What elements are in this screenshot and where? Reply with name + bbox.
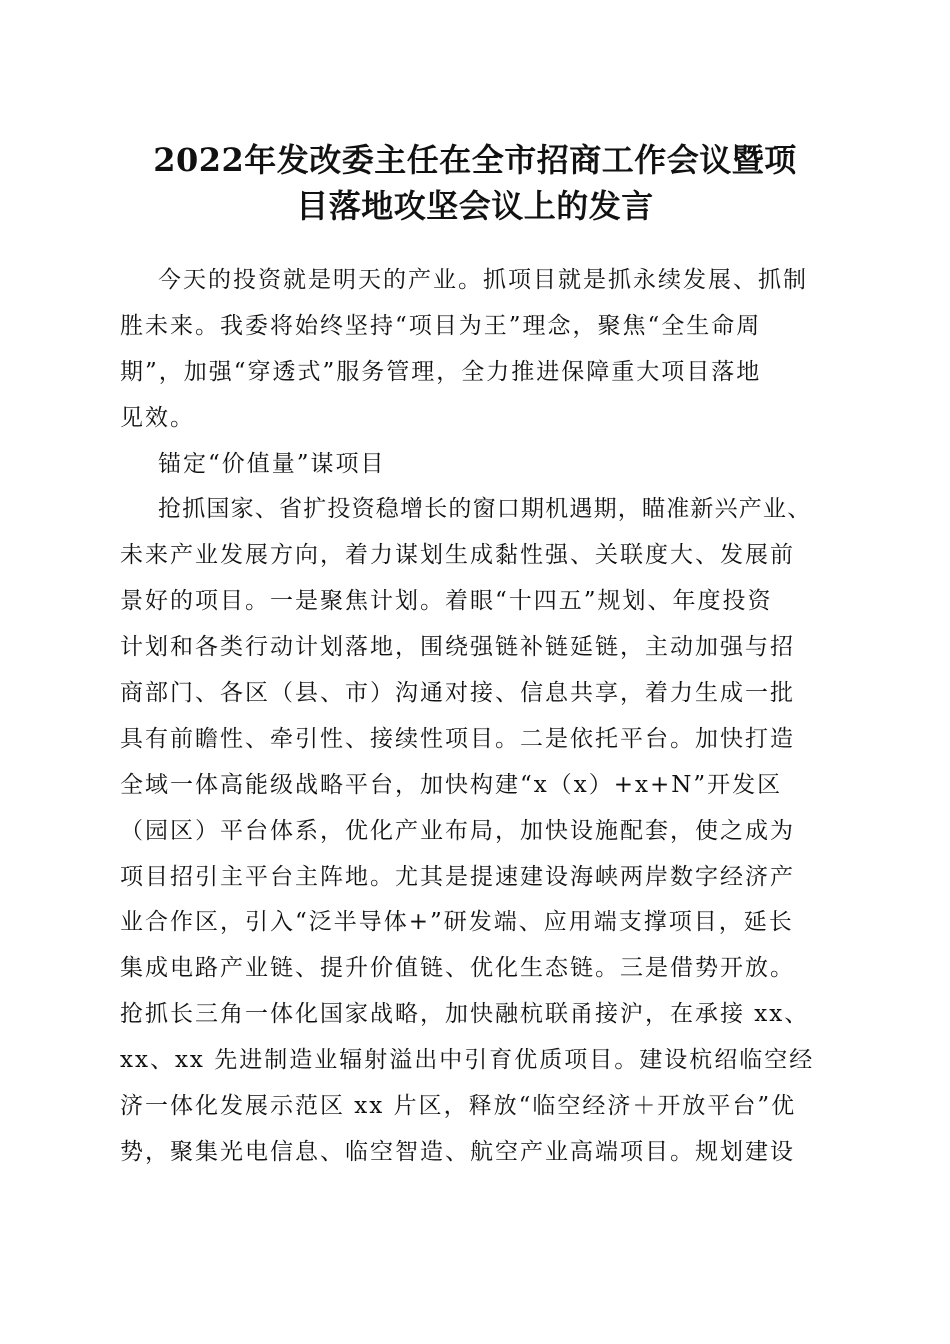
paragraph-line: 全域一体高能级战略平台，加快构建“x（x）+x+N”开发区	[120, 771, 783, 798]
paragraph-line: 商部门、各区（县、市）沟通对接、信息共享，着力生成一批	[120, 680, 795, 707]
paragraph-line: 抢抓长三角一体化国家战略，加快融杭联甬接沪，在承接 xx、	[120, 1001, 810, 1028]
paragraph-line: xx、xx 先进制造业辐射溢出中引育优质项目。建设杭绍临空经	[120, 1047, 815, 1074]
document-body	[120, 258, 832, 1176]
paragraph-line: 期”，加强“穿透式”服务管理，全力推进保障重大项目落地	[120, 358, 762, 385]
document-title-line-2: 目落地攻坚会议上的发言	[296, 187, 654, 225]
paragraph-line: 势，聚集光电信息、临空智造、航空产业高端项目。规划建设	[120, 1138, 795, 1165]
section-heading: 锚定“价值量”谋项目	[158, 450, 386, 477]
paragraph-line: 抢抓国家、省扩投资稳增长的窗口期机遇期，瞄准新兴产业、	[158, 496, 812, 523]
paragraph-line: （园区）平台体系，优化产业布局，加快设施配套，使之成为	[120, 817, 795, 844]
paragraph-line: 具有前瞻性、牵引性、接续性项目。二是依托平台。加快打造	[120, 725, 795, 752]
paragraph-line: 计划和各类行动计划落地，围绕强链补链延链，主动加强与招	[120, 634, 795, 661]
document-title-line-1: 2022年发改委主任在全市招商工作会议暨项	[153, 141, 797, 179]
paragraph-line: 见效。	[120, 404, 195, 431]
paragraph-line: 集成电路产业链、提升价值链、优化生态链。三是借势开放。	[120, 955, 795, 982]
paragraph-line: 今天的投资就是明天的产业。抓项目就是抓永续发展、抓制	[158, 267, 808, 293]
paragraph-line: 业合作区，引入“泛半导体+”研发端、应用端支撑项目，延长	[120, 909, 794, 936]
paragraph-line: 项目招引主平台主阵地。尤其是提速建设海峡两岸数字经济产	[120, 863, 795, 890]
paragraph-line: 济一体化发展示范区 xx 片区，释放“临空经济＋开放平台”优	[120, 1093, 797, 1120]
paragraph-line: 未来产业发展方向，着力谋划生成黏性强、关联度大、发展前	[120, 542, 795, 569]
paragraph-line: 景好的项目。一是聚焦计划。着眼“十四五”规划、年度投资	[120, 588, 773, 615]
paragraph-line: 胜未来。我委将始终坚持“项目为王”理念，聚焦“全生命周	[120, 312, 762, 339]
